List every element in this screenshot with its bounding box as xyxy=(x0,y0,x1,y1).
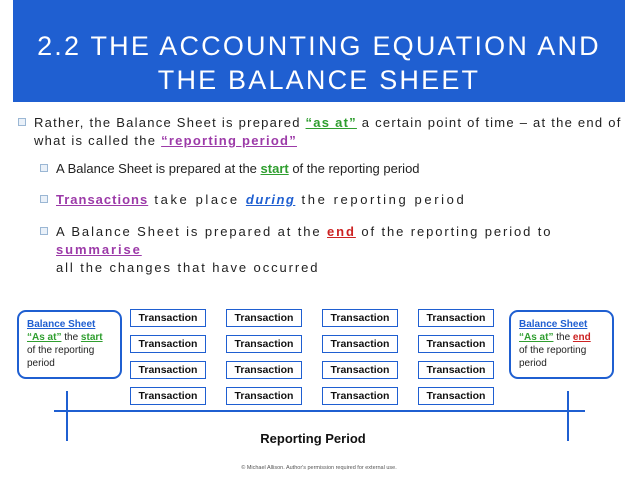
slide-title-line-2: THE BALANCE SHEET xyxy=(157,65,481,95)
reporting-period-highlight: “reporting period” xyxy=(161,133,297,148)
bullet-1-line2-pre: what is called the xyxy=(34,133,162,148)
bullet-4 xyxy=(56,223,626,277)
as-at-label: “As at” xyxy=(27,332,62,343)
reporting-period-label: Reporting Period xyxy=(260,431,366,446)
transaction-box: Transaction xyxy=(322,335,398,353)
timeline-line xyxy=(54,410,585,412)
copyright-notice: © Michael Allison. Author's permission required for external use. xyxy=(241,465,397,471)
start-label: start xyxy=(80,332,103,343)
bullet-2-pre: A Balance Sheet is prepared at the xyxy=(56,161,261,176)
end-highlight: end xyxy=(327,224,356,239)
as-at-highlight: “as at” xyxy=(305,115,357,130)
balance-sheet-end-line-2 xyxy=(519,331,604,344)
transaction-box: Transaction xyxy=(226,361,302,379)
transaction-box: Transaction xyxy=(418,335,494,353)
bullet-square-icon xyxy=(40,164,48,172)
transaction-box: Transaction xyxy=(322,387,398,405)
transaction-box: Transaction xyxy=(322,309,398,327)
transaction-box: Transaction xyxy=(226,309,302,327)
bullet-2-post: of the reporting period xyxy=(288,161,420,176)
balance-sheet-end-title: Balance Sheet xyxy=(519,319,588,330)
slide-title xyxy=(13,29,625,97)
transaction-box: Transaction xyxy=(226,387,302,405)
during-highlight: during xyxy=(245,192,296,207)
balance-sheet-start-line-4: period xyxy=(27,358,55,369)
end-label: end xyxy=(572,332,591,343)
bullet-3-post: the reporting period xyxy=(295,192,467,207)
bullet-square-icon xyxy=(40,227,48,235)
transaction-box: Transaction xyxy=(130,335,206,353)
timeline-start-tick xyxy=(66,391,68,441)
bullet-3-mid: take place xyxy=(148,192,246,207)
bullet-2 xyxy=(56,160,616,178)
balance-sheet-start-line-3: of the reporting xyxy=(27,345,95,356)
balance-sheet-end-line-4: period xyxy=(519,358,547,369)
transaction-box: Transaction xyxy=(130,361,206,379)
balance-sheet-end-box xyxy=(509,310,614,379)
transaction-box: Transaction xyxy=(418,387,494,405)
balance-sheet-start-title: Balance Sheet xyxy=(27,319,96,330)
transactions-highlight: Transactions xyxy=(56,192,149,207)
bullet-square-icon xyxy=(40,195,48,203)
slide-title-line-1: 2.2 THE ACCOUNTING EQUATION AND xyxy=(37,31,601,61)
balance-sheet-start-box xyxy=(17,310,122,379)
start-highlight: start xyxy=(260,161,289,176)
the-label: the xyxy=(553,332,573,343)
bullet-1 xyxy=(34,114,624,150)
transaction-box: Transaction xyxy=(418,309,494,327)
transaction-box: Transaction xyxy=(130,387,206,405)
transaction-box: Transaction xyxy=(130,309,206,327)
bullet-1-post: a certain point of time – at the end of xyxy=(356,115,622,130)
transaction-box: Transaction xyxy=(226,335,302,353)
bullet-1-pre: Rather, the Balance Sheet is prepared xyxy=(34,115,306,130)
bullet-square-icon xyxy=(18,118,26,126)
balance-sheet-end-line-3: of the reporting xyxy=(519,345,587,356)
balance-sheet-start-line-2 xyxy=(27,331,112,344)
transaction-box: Transaction xyxy=(322,361,398,379)
timeline-end-tick xyxy=(567,391,569,441)
bullet-3 xyxy=(56,191,616,209)
the-label: the xyxy=(61,332,81,343)
summarise-highlight: summarise xyxy=(56,242,142,257)
bullet-4-pre: A Balance Sheet is prepared at the xyxy=(56,224,328,239)
bullet-4-mid: of the reporting period to xyxy=(355,224,553,239)
bullet-4-line2: all the changes that have occurred xyxy=(56,260,320,275)
transaction-box: Transaction xyxy=(418,361,494,379)
as-at-label: “As at” xyxy=(519,332,554,343)
